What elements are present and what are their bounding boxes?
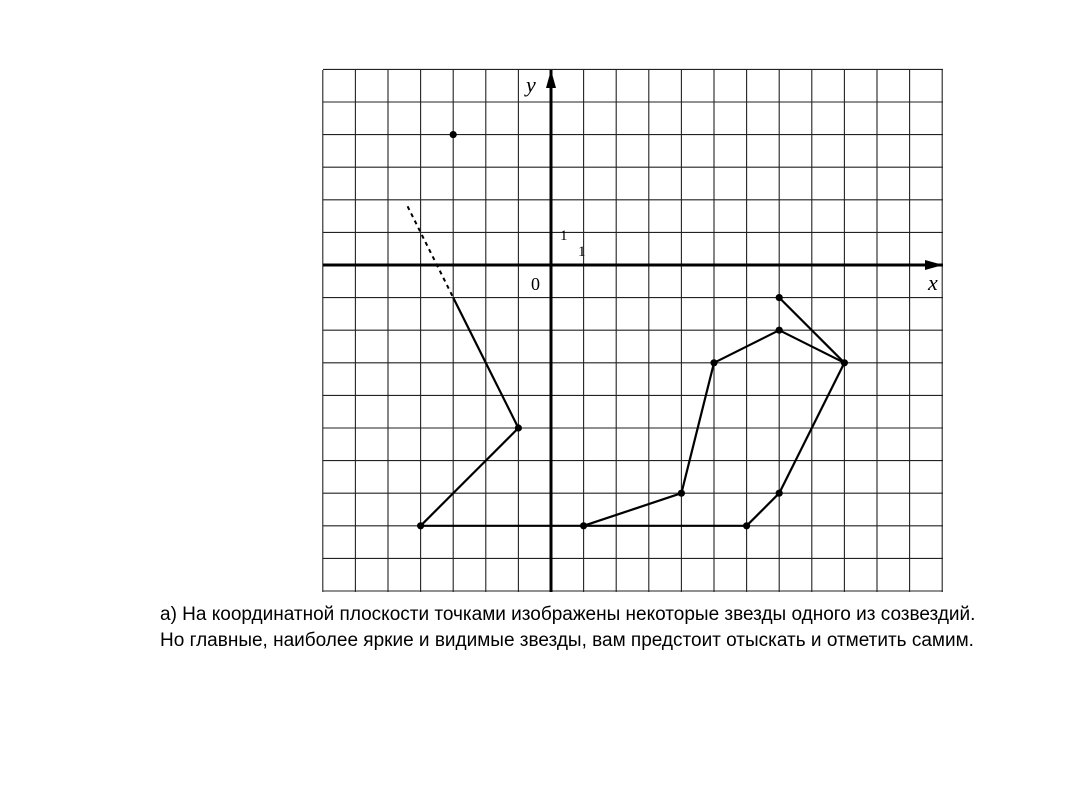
- star-point: [678, 490, 685, 497]
- star-point: [450, 131, 457, 138]
- grid: [323, 69, 943, 592]
- star-point: [776, 294, 783, 301]
- star-point: [743, 522, 750, 529]
- x-axis-label: x: [928, 270, 938, 295]
- constellation-segment: [584, 493, 682, 526]
- star-point: [776, 327, 783, 334]
- axis-labels: [524, 72, 938, 295]
- origin-label: 0: [531, 274, 540, 294]
- star-point: [515, 424, 522, 431]
- constellation-segment: [421, 428, 519, 526]
- axes: [323, 70, 943, 592]
- unit-x-label: 1: [578, 244, 586, 260]
- star-point: [841, 359, 848, 366]
- y-axis-arrow-icon: [546, 70, 556, 88]
- constellation-segment: [747, 493, 780, 526]
- star-point: [776, 490, 783, 497]
- star-point: [417, 522, 424, 529]
- task-caption: а) На координатной плоскости точками изображены некоторые звезды одного из созвездий. Но главные, наиболее яркие и видимые звезды, вам предстоит отыскать и отметить самим.: [160, 604, 976, 651]
- unit-y-label: 1: [560, 228, 568, 244]
- x-axis-arrow-icon: [925, 260, 943, 270]
- star-point: [580, 522, 587, 529]
- y-axis-label: y: [526, 72, 536, 97]
- constellation-dashed-segment: [408, 206, 454, 297]
- star-point: [710, 359, 717, 366]
